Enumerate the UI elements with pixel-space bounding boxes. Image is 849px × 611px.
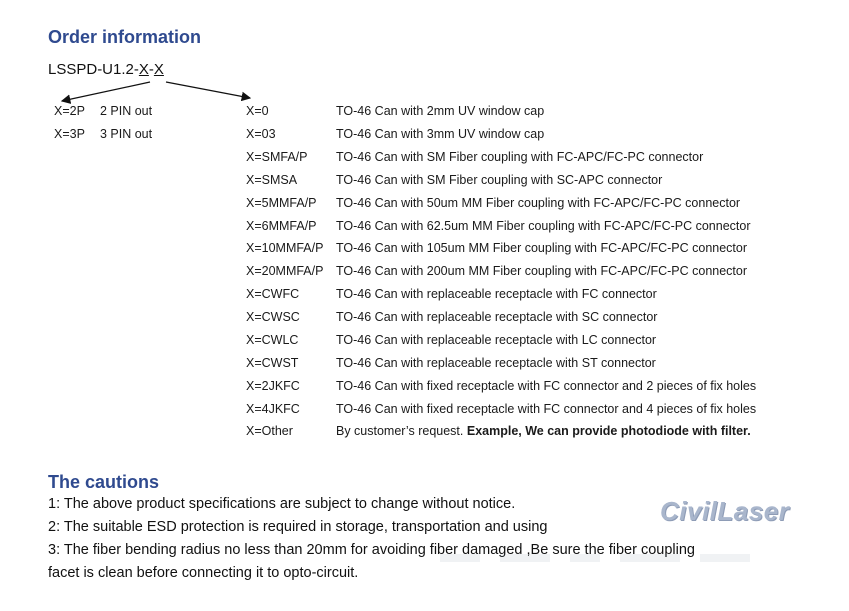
civillaser-logo: [660, 496, 810, 528]
option-code: X=CWSC: [246, 310, 300, 325]
option-code: X=03: [246, 126, 276, 141]
option-code: X=CWLC: [246, 333, 299, 347]
option-description: TO-46 Can with 50um MM Fiber coupling with FC-APC/FC-PC connector: [336, 195, 741, 210]
option-description: TO-46 Can with fixed receptacle with FC connector and 2 pieces of fix holes: [336, 378, 757, 393]
option-description: 3 PIN out: [100, 127, 153, 141]
order-information-heading: Order information: [48, 27, 202, 47]
model-prefix: LSSPD-U1.2-: [48, 61, 139, 78]
caution-item: 2: The suitable ESD protection is required in storage, transportation and using: [48, 519, 548, 535]
watermark-strip: [440, 548, 760, 568]
pin-option-row: [54, 104, 152, 118]
model-variable-pin: X: [138, 61, 149, 78]
option-code: X=CWFC: [246, 287, 300, 302]
caution-item: facet is clean before connecting it to opto-circuit.: [48, 565, 359, 581]
caution-item: 1: The above product specifications are subject to change without notice.: [48, 496, 516, 512]
option-description: TO-46 Can with replaceable receptacle with FC connector: [336, 287, 657, 302]
option-code: X=0: [246, 104, 269, 118]
option-description: TO-46 Can with 2mm UV window cap: [336, 104, 545, 118]
model-number: [48, 61, 164, 78]
option-description: TO-46 Can with 3mm UV window cap: [336, 126, 545, 141]
other-option-desc: By customer’s request.: [336, 424, 464, 438]
option-description: 2 PIN out: [100, 104, 153, 118]
other-option-example: Example, We can provide photodiode with filter.: [466, 424, 751, 438]
option-code: X=2P: [54, 104, 85, 118]
option-description: TO-46 Can with replaceable receptacle with LC connector: [336, 333, 657, 347]
option-description: TO-46 Can with replaceable receptacle with ST connector: [336, 355, 656, 370]
model-variable-package: X: [153, 61, 164, 78]
option-code: X=SMSA: [246, 172, 298, 187]
option-code: X=3P: [54, 127, 85, 141]
caution-item: 3: The fiber bending radius no less than 20mm for avoiding fiber damaged ,Be sure the fiber coupling: [48, 542, 695, 558]
option-description: TO-46 Can with 105um MM Fiber coupling with FC-APC/FC-PC connector: [336, 241, 748, 256]
pin-option-row: [54, 127, 152, 141]
option-description: TO-46 Can with SM Fiber coupling with FC-APC/FC-PC connector: [336, 149, 704, 164]
option-code: X=6MMFA/P: [246, 218, 317, 233]
option-code: X=CWST: [246, 355, 299, 370]
option-description: TO-46 Can with SM Fiber coupling with SC-APC connector: [336, 172, 663, 187]
option-code: X=Other: [246, 424, 293, 438]
arrow-to-pin-options: [62, 82, 150, 101]
option-description: TO-46 Can with fixed receptacle with FC connector and 4 pieces of fix holes: [336, 401, 757, 416]
option-code: X=4JKFC: [246, 401, 300, 416]
option-code: X=SMFA/P: [246, 149, 308, 164]
option-description: TO-46 Can with 62.5um MM Fiber coupling with FC-APC/FC-PC connector: [336, 218, 751, 233]
option-description: TO-46 Can with 200um MM Fiber coupling with FC-APC/FC-PC connector: [336, 264, 748, 279]
option-code: X=20MMFA/P: [246, 264, 324, 279]
option-code: X=10MMFA/P: [246, 241, 324, 256]
option-code: X=2JKFC: [246, 378, 300, 393]
option-code: X=5MMFA/P: [246, 195, 317, 210]
option-description: TO-46 Can with replaceable receptacle with SC connector: [336, 310, 658, 325]
arrow-to-package-options: [166, 82, 250, 98]
logo-text: CivilLaser: [660, 496, 790, 526]
cautions-heading: The cautions: [48, 472, 160, 492]
option-description: [336, 424, 751, 438]
model-separator: -: [148, 61, 154, 78]
